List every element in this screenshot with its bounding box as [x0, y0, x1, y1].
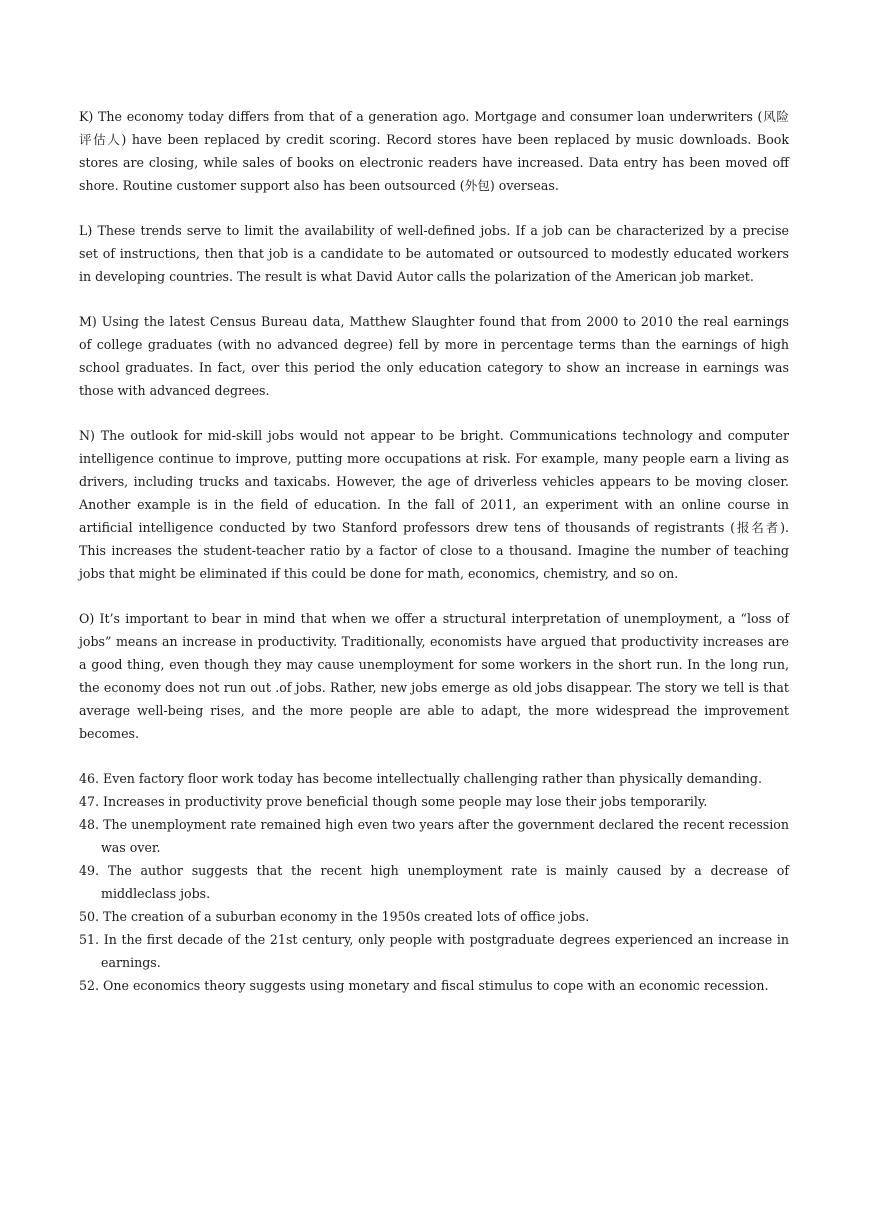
paragraph-label: O): [79, 611, 95, 626]
question-text: The creation of a suburban economy in the 1950s created lots of office jobs.: [103, 909, 590, 924]
question-item-51: [79, 928, 789, 974]
question-text: The author suggests that the recent high unemployment rate is mainly caused by a decrease of middleclass jobs.: [101, 863, 789, 901]
paragraph-k: [79, 105, 789, 197]
question-number: 51.: [79, 932, 100, 947]
paragraph-n: [79, 424, 789, 585]
question-item-46: [79, 767, 789, 790]
question-item-48: [79, 813, 789, 859]
paragraph-m: [79, 310, 789, 402]
paragraph-label: K): [79, 109, 94, 124]
question-text: The unemployment rate remained high even two years after the government declared the recent recession was over.: [101, 817, 789, 855]
question-number: 46.: [79, 771, 100, 786]
paragraph-text: These trends serve to limit the availability of well-defined jobs. If a job can be characterized by a precise set of instructions, then that job is a candidate to be automated or outsourced to modestly educated workers in developing countries. The result is what David Autor calls the polarization of the American job market.: [79, 223, 789, 284]
paragraph-label: M): [79, 314, 97, 329]
question-item-52: [79, 974, 789, 997]
question-text: Increases in productivity prove beneficial though some people may lose their jobs temporarily.: [103, 794, 708, 809]
paragraph-text: It’s important to bear in mind that when we offer a structural interpretation of unemployment, a “loss of jobs” means an increase in productivity. Traditionally, economists have argued that productivity increases are a good thing, even though they may cause unemployment for some workers in the short run. In the long run, the economy does not run out .of jobs. Rather, new jobs emerge as old jobs disappear. The story we tell is that average well-being rises, and the more people are able to adapt, the more widespread the improvement becomes.: [79, 611, 789, 741]
question-number: 47.: [79, 794, 100, 809]
question-item-50: [79, 905, 789, 928]
question-list: [79, 767, 789, 997]
paragraph-text: Using the latest Census Bureau data, Matthew Slaughter found that from 2000 to 2010 the real earnings of college graduates (with no advanced degree) fell by more in percentage terms than the earnings of high school graduates. In fact, over this period the only education category to show an increase in earnings was those with advanced degrees.: [79, 314, 789, 398]
question-text: In the first decade of the 21st century, only people with postgraduate degrees experienced an increase in earnings.: [101, 932, 789, 970]
paragraph-label: N): [79, 428, 95, 443]
question-text: One economics theory suggests using monetary and fiscal stimulus to cope with an economic recession.: [103, 978, 769, 993]
question-item-47: [79, 790, 789, 813]
paragraph-o: [79, 607, 789, 745]
question-item-49: [79, 859, 789, 905]
paragraph-text: The economy today differs from that of a generation ago. Mortgage and consumer loan underwriters (风险评估人) have been replaced by credit scoring. Record stores have been replaced by music downloads. Book stores are closing, while sales of books on electronic readers have increased. Data entry has been moved off shore. Routine customer support also has been outsourced (外包) overseas.: [79, 109, 789, 193]
question-number: 48.: [79, 817, 100, 832]
question-number: 50.: [79, 909, 100, 924]
document-page: [79, 105, 789, 997]
question-number: 52.: [79, 978, 100, 993]
paragraph-l: [79, 219, 789, 288]
paragraph-text: The outlook for mid-skill jobs would not appear to be bright. Communications technology and computer intelligence continue to improve, putting more occupations at risk. For example, many people earn a living as drivers, including trucks and taxicabs. However, the age of driverless vehicles appears to be moving closer. Another example is in the field of education. In the fall of 2011, an experiment with an online course in artificial intelligence conducted by two Stanford professors drew tens of thousands of registrants (报名者). This increases the student-teacher ratio by a factor of close to a thousand. Imagine the number of teaching jobs that might be eliminated if this could be done for math, economics, chemistry, and so on.: [79, 428, 789, 581]
paragraph-label: L): [79, 223, 93, 238]
question-text: Even factory floor work today has become intellectually challenging rather than physically demanding.: [103, 771, 762, 786]
question-number: 49.: [79, 863, 100, 878]
